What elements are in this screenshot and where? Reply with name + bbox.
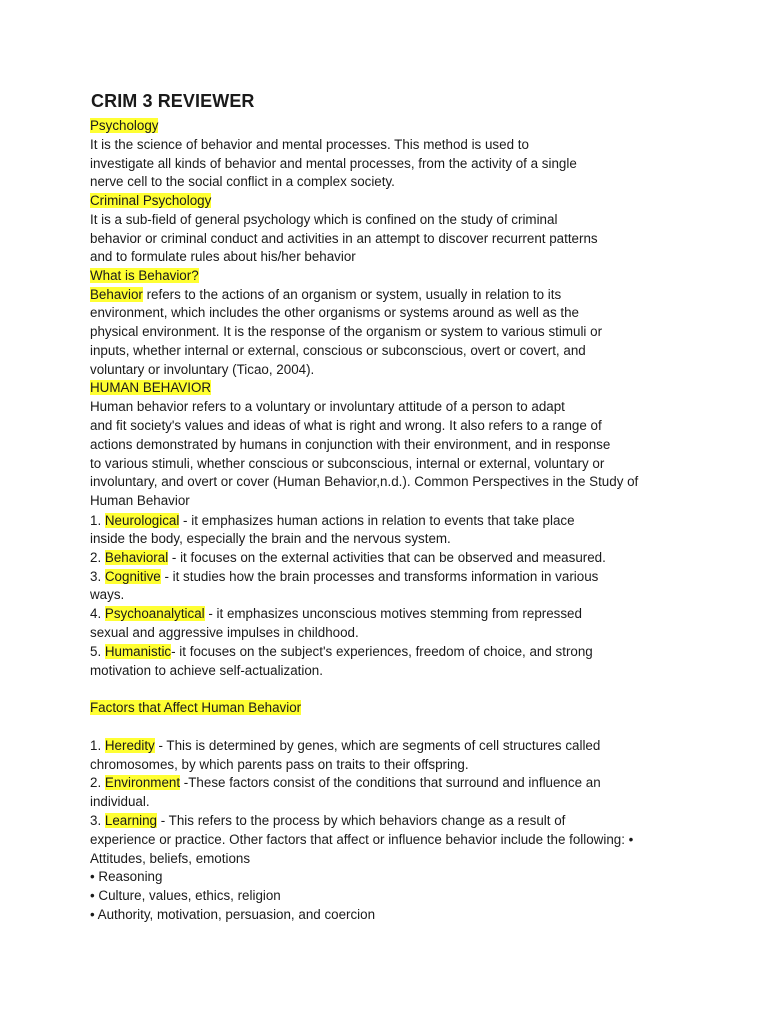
body-line: sexual and aggressive impulses in childhood. — [90, 625, 359, 640]
section-heading-factors — [90, 699, 301, 717]
body-line: inputs, whether internal or external, conscious or subconscious, overt or covert, and — [90, 343, 586, 358]
body-line — [90, 286, 561, 304]
list-number: 5. — [90, 644, 105, 659]
bullet-item: • Authority, motivation, persuasion, and coercion — [90, 907, 376, 922]
highlighted-term: Psychoanalytical — [104, 606, 205, 621]
highlighted-heading: HUMAN BEHAVIOR — [90, 380, 212, 395]
highlighted-term: Behavior — [90, 287, 143, 302]
body-line: behavior or criminal conduct and activities in an attempt to discover recurrent patterns — [90, 231, 598, 246]
list-number: 2. — [90, 550, 105, 565]
body-text: refers to the actions of an organism or system, usually in relation to its — [142, 287, 562, 302]
highlighted-heading: Criminal Psychology — [90, 193, 212, 208]
body-line: motivation to achieve self-actualization. — [90, 663, 323, 678]
list-item-learning — [90, 812, 565, 830]
body-line: nerve cell to the social conflict in a complex society. — [90, 174, 395, 189]
section-heading-psychology — [90, 117, 158, 135]
list-number: 2. — [90, 775, 105, 790]
highlighted-term: Humanistic — [104, 644, 172, 659]
list-item-cognitive — [90, 568, 598, 586]
page-title: CRIM 3 REVIEWER — [91, 91, 255, 111]
bullet-item: Attitudes, beliefs, emotions — [90, 851, 251, 866]
highlighted-heading: What is Behavior? — [90, 268, 199, 283]
body-line: individual. — [90, 794, 150, 809]
list-item-behavioral — [90, 549, 606, 567]
body-line: experience or practice. Other factors that affect or influence behavior include the following: • — [90, 832, 634, 847]
section-heading-what-is-behavior — [90, 267, 199, 285]
highlighted-term: Neurological — [104, 513, 180, 528]
list-item-humanistic — [90, 643, 593, 661]
body-line: environment, which includes the other organisms or systems around as well as the — [90, 305, 579, 320]
section-heading-criminal-psychology — [90, 192, 211, 210]
list-number: 3. — [90, 569, 105, 584]
body-text: - This is determined by genes, which are segments of cell structures called — [154, 738, 601, 753]
body-line: inside the body, especially the brain and the nervous system. — [90, 531, 451, 546]
list-item-heredity — [90, 737, 600, 755]
body-line: to various stimuli, whether conscious or subconscious, internal or external, voluntary or — [90, 456, 605, 471]
body-line: It is the science of behavior and mental processes. This method is used to — [90, 137, 529, 152]
list-number: 3. — [90, 813, 105, 828]
highlighted-term: Cognitive — [104, 569, 161, 584]
body-line: Human behavior refers to a voluntary or involuntary attitude of a person to adapt — [90, 399, 565, 414]
highlighted-term: Environment — [104, 775, 181, 790]
bullet-item: • Culture, values, ethics, religion — [90, 888, 281, 903]
body-line: voluntary or involuntary (Ticao, 2004). — [90, 362, 315, 377]
highlighted-term: Behavioral — [104, 550, 169, 565]
body-line: investigate all kinds of behavior and mental processes, from the activity of a single — [90, 156, 577, 171]
highlighted-heading: Factors that Affect Human Behavior — [90, 700, 302, 715]
body-text: - it emphasizes human actions in relation to events that take place — [179, 513, 575, 528]
body-line: actions demonstrated by humans in conjunction with their environment, and in response — [90, 437, 611, 452]
list-number: 1. — [90, 738, 105, 753]
list-item-environment — [90, 774, 601, 792]
body-text: -These factors consist of the conditions that surround and influence an — [180, 775, 601, 790]
bullet-item: • Reasoning — [90, 869, 163, 884]
body-text: - it emphasizes unconscious motives stemming from repressed — [204, 606, 582, 621]
highlighted-term: Heredity — [104, 738, 155, 753]
body-line: and fit society's values and ideas of what is right and wrong. It also refers to a range of — [90, 418, 602, 433]
body-line: ways. — [90, 587, 125, 602]
highlighted-term: Learning — [104, 813, 158, 828]
body-line: chromosomes, by which parents pass on traits to their offspring. — [90, 757, 469, 772]
body-text: - This refers to the process by which behaviors change as a result of — [157, 813, 566, 828]
body-line: physical environment. It is the response of the organism or system to various stimuli or — [90, 324, 603, 339]
body-line: Human Behavior — [90, 493, 190, 508]
body-text: - it focuses on the subject's experiences, freedom of choice, and strong — [171, 644, 593, 659]
section-heading-human-behavior — [90, 379, 211, 397]
body-line: It is a sub-field of general psychology which is confined on the study of criminal — [90, 212, 558, 227]
list-number: 4. — [90, 606, 105, 621]
body-text: - it focuses on the external activities that can be observed and measured. — [168, 550, 606, 565]
list-number: 1. — [90, 513, 105, 528]
body-line: involuntary, and overt or cover (Human Behavior,n.d.). Common Perspectives in the Study of — [90, 474, 639, 489]
highlighted-heading: Psychology — [90, 118, 159, 133]
list-item-psychoanalytical — [90, 605, 582, 623]
list-item-neurological — [90, 512, 575, 530]
body-text: - it studies how the brain processes and transforms information in various — [160, 569, 599, 584]
body-line: and to formulate rules about his/her behavior — [90, 249, 356, 264]
